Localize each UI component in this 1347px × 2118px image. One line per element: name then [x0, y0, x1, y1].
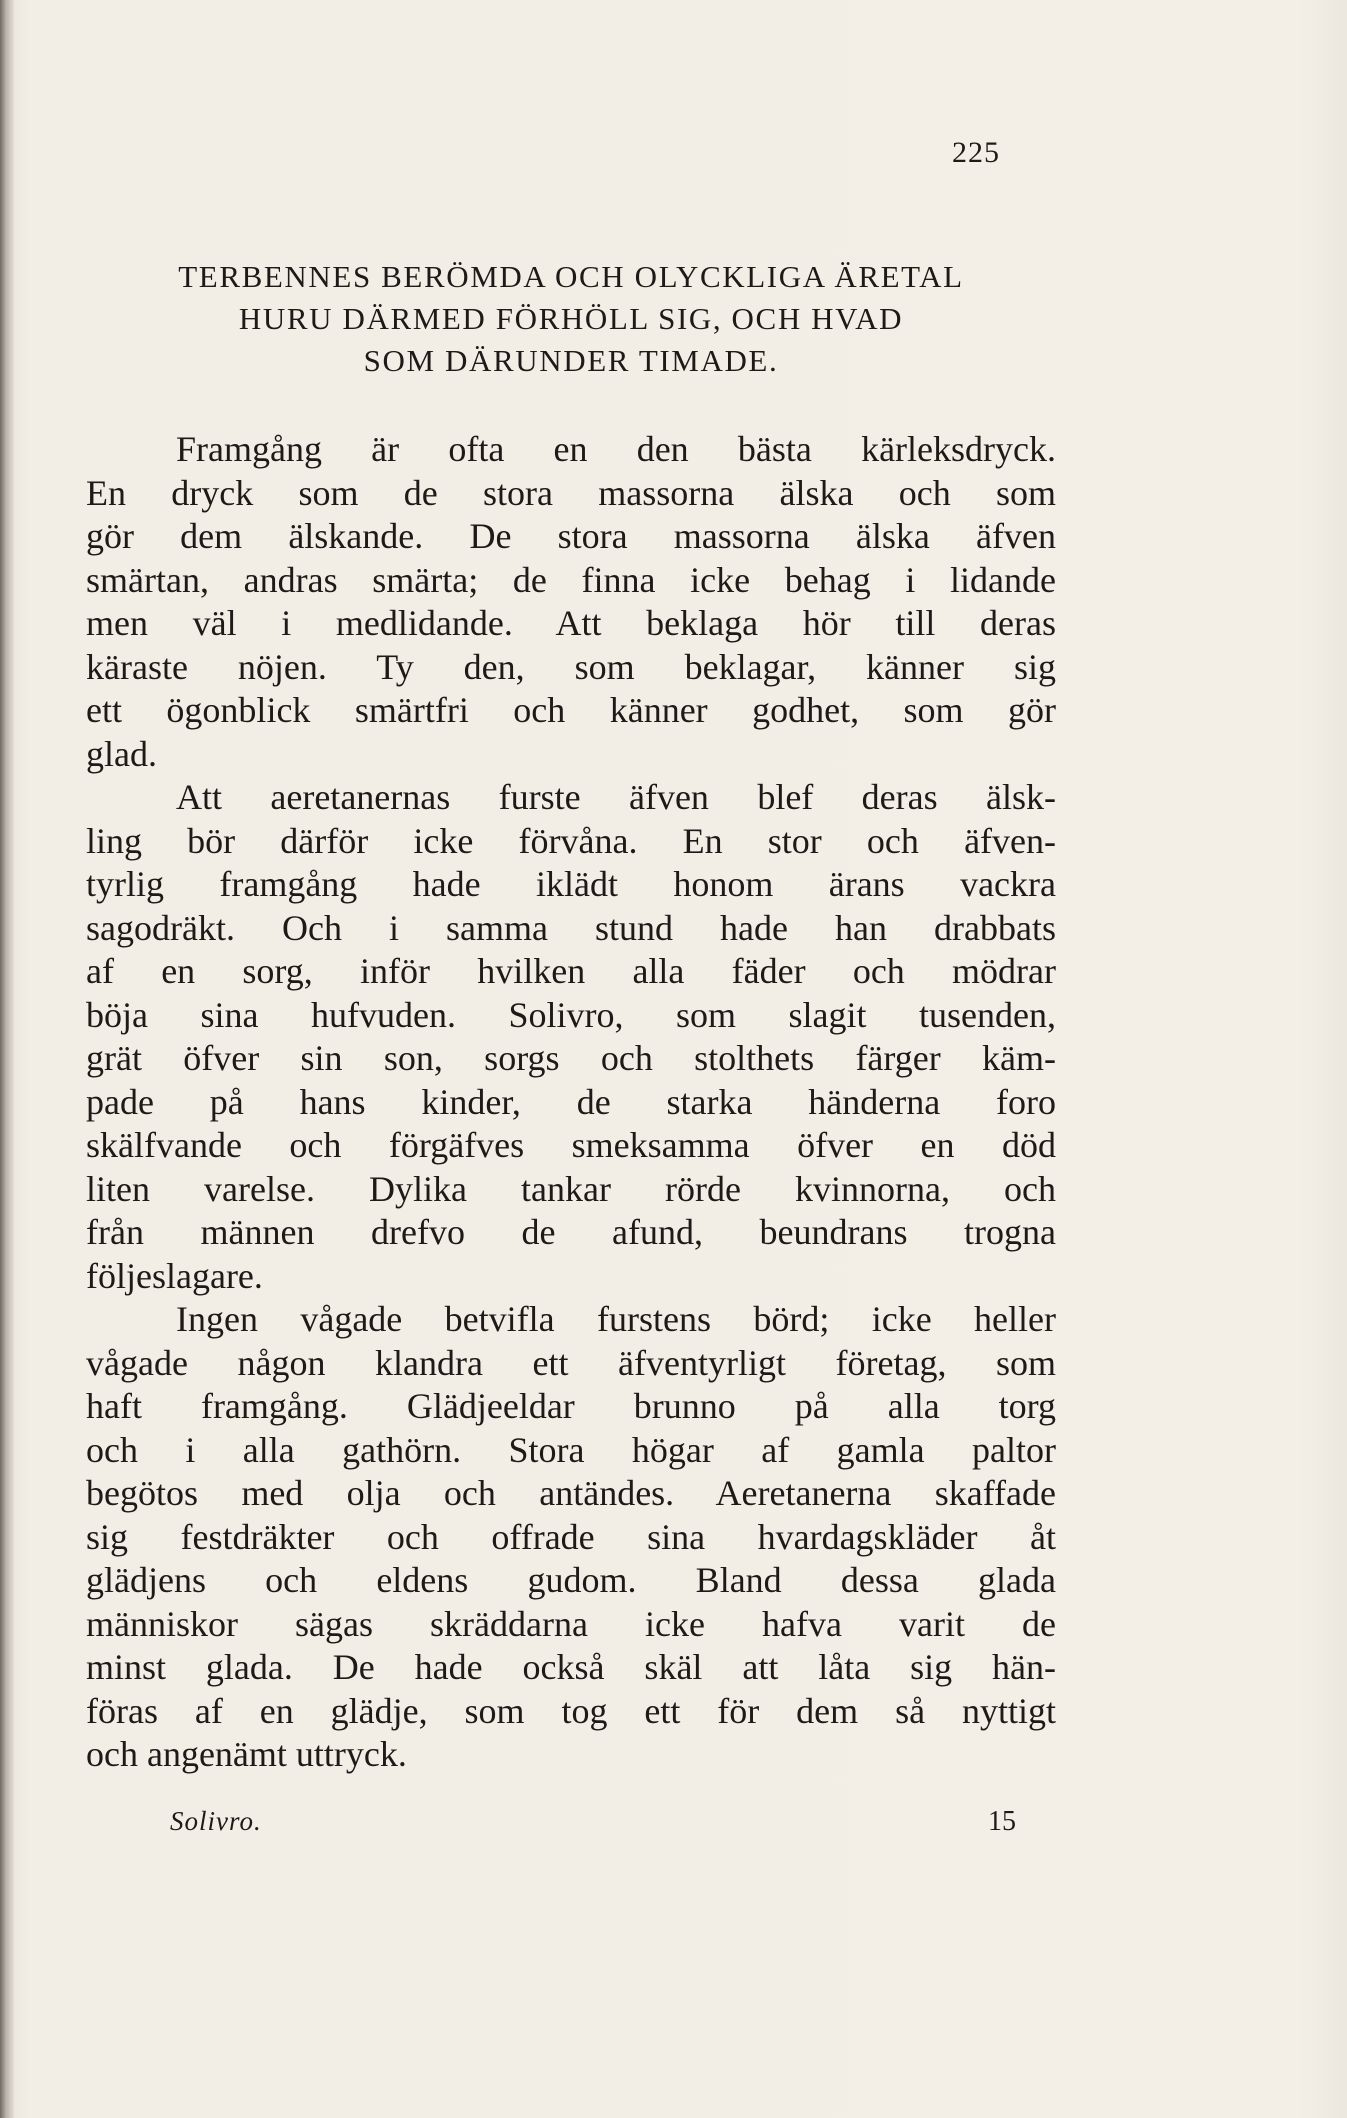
text-line: af en sorg, inför hvilken alla fäder och mödrar — [86, 951, 1056, 991]
text-line: ling bör därför icke förvåna. En stor och äfven- — [86, 820, 1056, 861]
chapter-title-line: SOM DÄRUNDER TIMADE. — [363, 343, 779, 378]
text-line: tyrlig framgång hade iklädt honom ärans vackra — [86, 864, 1056, 904]
text-line: och i alla gathörn. Stora högar af gamla paltor — [86, 1429, 1056, 1470]
text-line: glad. — [86, 733, 157, 774]
text-line: liten varelse. Dylika tankar rörde kvinnorna, och — [86, 1168, 1056, 1209]
text-line: sig festdräkter och offrade sina hvardagskläder åt — [86, 1516, 1056, 1557]
chapter-title-line: TERBENNES BERÖMDA OCH OLYCKLIGA ÄRETAL — [178, 259, 964, 294]
text-line: Att aeretanernas furste äfven blef deras älsk- — [176, 777, 1056, 817]
text-line: haft framgång. Glädjeeldar brunno på alla torg — [86, 1386, 1056, 1426]
chapter-title-line: HURU DÄRMED FÖRHÖLL SIG, OCH HVAD — [238, 301, 904, 336]
text-line: smärtan, andras smärta; de finna icke behag i lidande — [86, 559, 1056, 600]
text-line: gör dem älskande. De stora massorna älska äfven — [86, 516, 1056, 556]
text-line: vågade någon klandra ett äfventyrligt företag, som — [86, 1342, 1056, 1383]
text-line: En dryck som de stora massorna älska och som — [86, 472, 1056, 513]
text-line: grät öfver sin son, sorgs och stolthets färger käm- — [86, 1038, 1056, 1078]
text-line: böja sina hufvuden. Solivro, som slagit tusenden, — [86, 994, 1056, 1035]
text-line: käraste nöjen. Ty den, som beklagar, känner sig — [86, 646, 1056, 687]
text-line: sagodräkt. Och i samma stund hade han drabbats — [86, 907, 1056, 948]
text-line: minst glada. De hade också skäl att låta sig hän- — [86, 1647, 1056, 1687]
text-line: Framgång är ofta en den bästa kärleksdryck. — [176, 429, 1056, 469]
text-line: människor sägas skräddarna icke hafva varit de — [86, 1603, 1056, 1644]
text-line: från männen drefvo de afund, beundrans trogna — [86, 1212, 1056, 1252]
text-line: Ingen vågade betvifla furstens börd; icke heller — [176, 1299, 1056, 1339]
text-line: pade på hans kinder, de starka händerna foro — [86, 1081, 1056, 1122]
text-line: skälfvande och förgäfves smeksamma öfver en död — [86, 1125, 1056, 1165]
text-line: men väl i medlidande. Att beklaga hör till deras — [86, 603, 1056, 643]
text-line: ett ögonblick smärtfri och känner godhet, som gör — [86, 690, 1056, 730]
footer-sheet-number: 15 — [988, 1806, 1016, 1837]
body-text — [86, 428, 1056, 1777]
page-number: 225 — [952, 136, 1000, 169]
footer-signature: Solivro. — [170, 1806, 262, 1836]
text-line: följeslagare. — [86, 1255, 263, 1296]
chapter-title — [86, 256, 1056, 382]
text-line: föras af en glädje, som tog ett för dem så nyttigt — [86, 1690, 1056, 1731]
page-spine-shadow — [0, 0, 14, 2118]
text-line: begötos med olja och antändes. Aeretanerna skaffade — [86, 1473, 1056, 1513]
text-line: glädjens och eldens gudom. Bland dessa glada — [86, 1560, 1056, 1600]
text-line: och angenämt uttryck. — [86, 1734, 407, 1774]
